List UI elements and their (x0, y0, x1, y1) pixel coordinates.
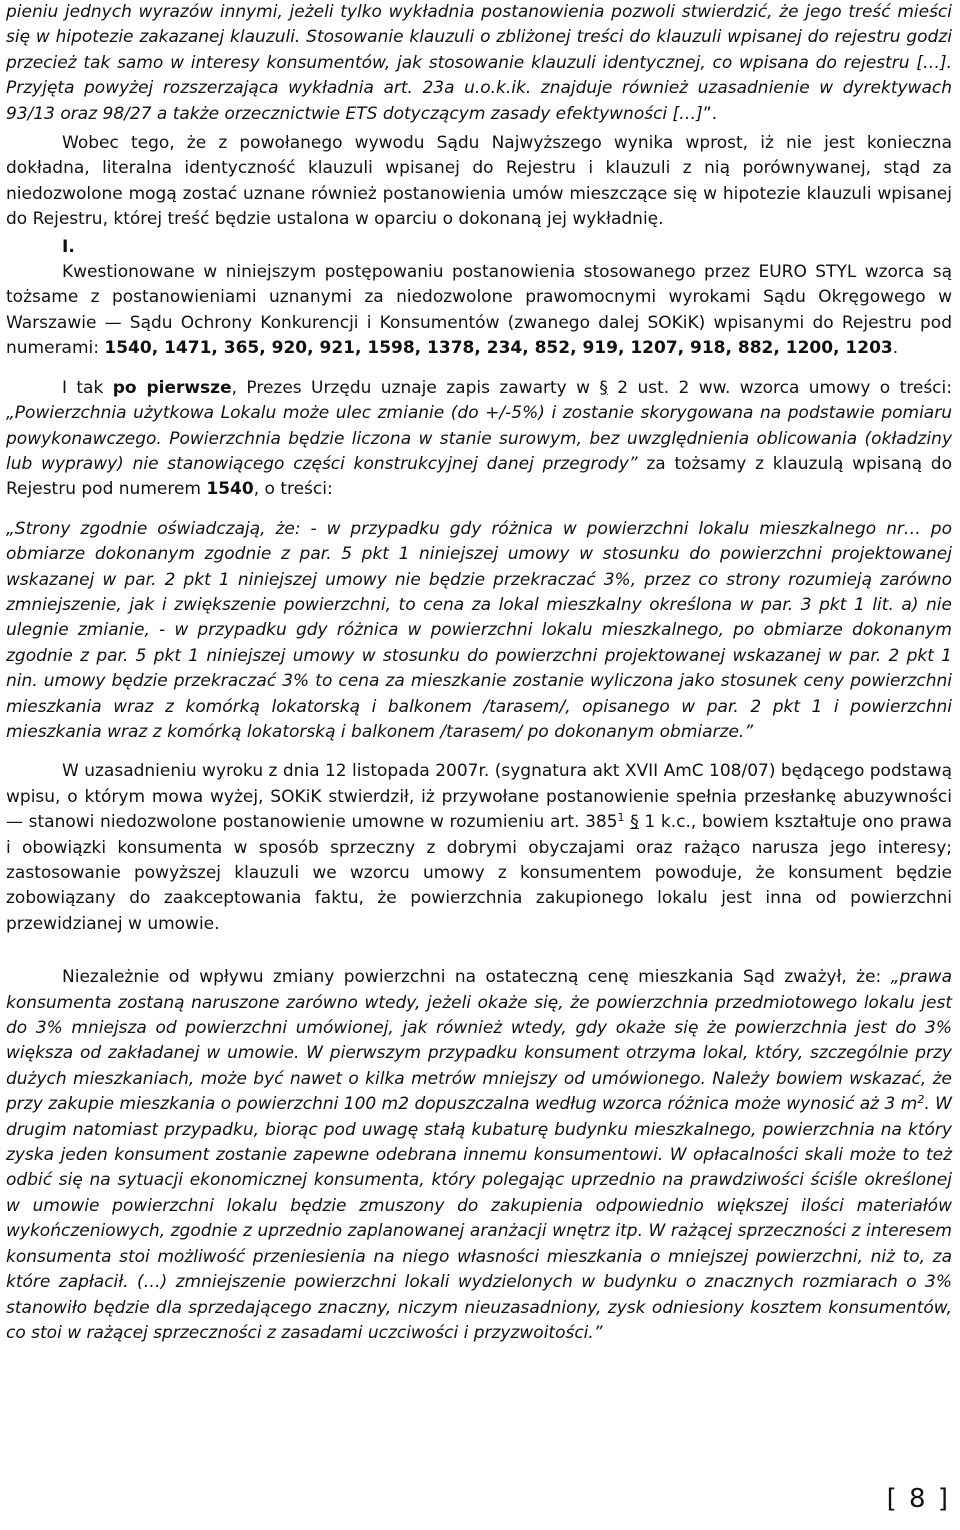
first-text-e: , o treści: (253, 479, 333, 500)
first-text-b: , Prezes Urzędu uznaje zapis zawarty w (231, 377, 600, 398)
first-text-c: 2 ust. 2 ww. wzorca umowy o treści: (607, 377, 952, 398)
first-text-d: za tożsamy z klauzulą wpisaną do Rejestru pod numerem (6, 453, 952, 500)
court-quote-a: „prawa konsumenta zostaną naruszone zarówno wtedy, jeżeli okaże się, że powierzchnia przedmiotowego lokalu jest do 3% mniejsza od powierzchni umówionej, jak również wtedy, gdy okaże się że powierzchnia jest do 3% większa od zakładanej w umowie. W pierwszym przypadku konsument otrzyma lokal, który, szczególnie przy dużych mieszkaniach, może być nawet o kilka metrów mniejszy od umówionego. Należy bowiem wskazać, że przy zakupie mieszkania o powierzchni 100 m2 dopuszczalna według wzorca różnica może wynosić aż 3 m (6, 967, 952, 1115)
first-text-a: I tak (62, 377, 113, 398)
register-numbers: 1540, 1471, 365, 920, 921, 1598, 1378, 234, 852, 919, 1207, 918, 882, 1200, 1203 (104, 338, 893, 359)
niezal-text-a: Niezależnie od wpływu zmiany powierzchni na ostateczną cenę mieszkania Sąd zważył, że: (62, 967, 891, 988)
quote-continuation (6, 0, 952, 127)
section-sign: § (630, 812, 639, 833)
uzas-text-b: 1 k.c., bowiem kształtuje ono prawa i obowiązki konsumenta w sposób sprzeczny z dobrymi obyczajami oraz rażąco narusza jego interesy; zastosowanie powyższej klauzuli we wzorcu umowy z konsumentem powoduje, że konsument będzie zobowiązany do zaakceptowania faktu, że powierzchnia zakupionego lokalu jest inna od powierzchni przewidzianej w umowie. (6, 812, 952, 934)
paragraph-kwestionowane (6, 260, 952, 362)
po-pierwsze-bold: po pierwsze (112, 377, 232, 398)
kwest-text-c: . (892, 338, 899, 359)
paragraph-uzasadnienie (6, 759, 952, 937)
kwest-text-b: Sądu Ochrony Konkurencji i Konsumentów (zwanego dalej SOKiK) wpisanymi do Rejestru pod numerami: (6, 312, 952, 359)
section-sign: § (599, 377, 608, 398)
contested-clause-quote: „Powierzchnia użytkowa Lokalu może ulec zmianie (do +/-5%) i zostanie skorygowana na podstawie pomiaru powykonawczego. Powierzchnia będzie liczona w stanie surowym, bez uwzględnienia oblicowania (okładziny lub wyprawy) nie stanowiącego części konstrukcyjnej danej przegrody” (6, 403, 952, 474)
page-number: [ 8 ] (886, 1484, 950, 1514)
quote-close: ”. (702, 103, 718, 124)
square-meter-superscript: 2 (917, 1093, 925, 1107)
kwest-dash: — (104, 312, 122, 333)
section-heading: I. (62, 236, 75, 257)
register-number-1540: 1540 (206, 479, 254, 500)
quote-text: pieniu jednych wyrazów innymi, jeżeli tylko wykładnia postanowienia pozwoli stwierdzić, że jego treść mieści się w hipotezie zakazanej klauzuli. Stosowanie klauzuli o zbliżonej treści do klauzuli wpisanej do rejestru godzi przecież tak samo w interesy konsumentów, jak stosowanie klauzuli identycznej, co wpisana do rejestru […]. Przyjęta powyżej rozszerzająca wykładnia art. 23a u.o.k.ik. znajduje również uzasadnienie w dyrektywach 93/13 oraz 98/27 a także orzecznictwie ETS dotyczącym zasady efektywności […] (6, 2, 952, 124)
paragraph-niezaleznie (6, 965, 952, 1346)
clause-1540-quote: „Strony zgodnie oświadczają, że: - w przypadku gdy różnica w powierzchni lokalu mieszkalnego nr… po obmiarze dokonanym zgodnie z par. 5 pkt 1 niniejszej umowy w stosunku do powierzchni projektowanej wskazanej w par. 2 pkt 1 niniejszej umowy nie będzie przekraczać 3%, przez co strony rozumieją zarówno zmniejszenie, jak i zwiększenie powierzchni, to cena za lokal mieszkalny określona w par. 3 pkt 1 lit. a) nie ulegnie zmianie, - w przypadku gdy różnica w powierzchni lokalu mieszkalnego, po obmiarze dokonanym zgodnie z par. 5 pkt 1 niniejszej umowy w stosunku do powierzchni projektowanej wskazanej w par. 2 pkt 1 nin. umowy będzie przekraczać 3% to cena za mieszkanie zostanie wyliczona jako stosunek ceny powierzchni mieszkania wraz z komórką lokatorską i balkonem /tarasem/, opisanego w par. 2 pkt 1 i powierzchni mieszkania wraz z komórką lokatorską i balkonem /tarasem/ po dokonanym obmiarze.” (6, 518, 952, 742)
document-page (6, 0, 952, 1346)
paragraph-wobec: Wobec tego, że z powołanego wywodu Sądu Najwyższego wynika wprost, iż nie jest konieczna dokładna, literalna identyczność klauzuli wpisanej do Rejestru i klauzuli z nią porównywanej, stąd za niedozwolone mogą zostać uznane również postanowienia umów mieszczące się w hipotezie klauzuli wpisanej do Rejestru, której treść będzie ustalona w oparciu o dokonaną jej wykładnię. (6, 133, 952, 230)
kwest-text-a: Kwestionowane w niniejszym postępowaniu postanowienia stosowanego przez EURO STYL wzorca są tożsame z postanowieniami uznanymi za niedozwolone prawomocnymi wyrokami Sądu Okręgowego w Warszawie (6, 262, 952, 333)
uzas-text-a: W uzasadnieniu wyroku z dnia 12 listopada 2007r. (sygnatura akt XVII AmC 108/07) będącego podstawą wpisu, o którym mowa wyżej, SOKiK stwierdził, iż przywołane postanowienie spełnia przesłankę abuzywności — stanowi niedozwolone postanowienie umowne w rozumieniu art. 385 (6, 761, 952, 833)
article-superscript: 1 (617, 811, 625, 825)
court-quote-b: . W drugim natomiast przypadku, biorąc pod uwagę stałą kubaturę budynku mieszkalnego, powierzchnia na który zyska jeden konsument zostanie zapewne odebrana innemu konsumentowi. W opłacalności skali może to też odbić się na sytuacji ekonomicznej konsumenta, który polegając uprzednio na prawdziwości ściśle określonej w umowie powierzchni lokalu będzie zmuszony do zakupienia odpowiednio większej ilości materiałów wykończeniowych, zgodnie z uprzednio zaplanowanej aranżacji wnętrz itp. W rażącej sprzeczności z interesem konsumenta stoi możliwość przeniesienia na niego własności mieszkania o mniejszej powierzchni, niż to, za które zapłacił. (…) zmniejszenie powierzchni lokali wydzielonych w budynku o znacznych rozmiarach o 3% stanowiło będzie dla sprzedającego znaczny, niczym nieuzasadniony, zysk odniesiony kosztem konsumentów, co stoi w rażącej sprzeczności z zasadami uczciwości i przyzwoitości.” (6, 1094, 952, 1343)
paragraph-po-pierwsze (6, 376, 952, 503)
